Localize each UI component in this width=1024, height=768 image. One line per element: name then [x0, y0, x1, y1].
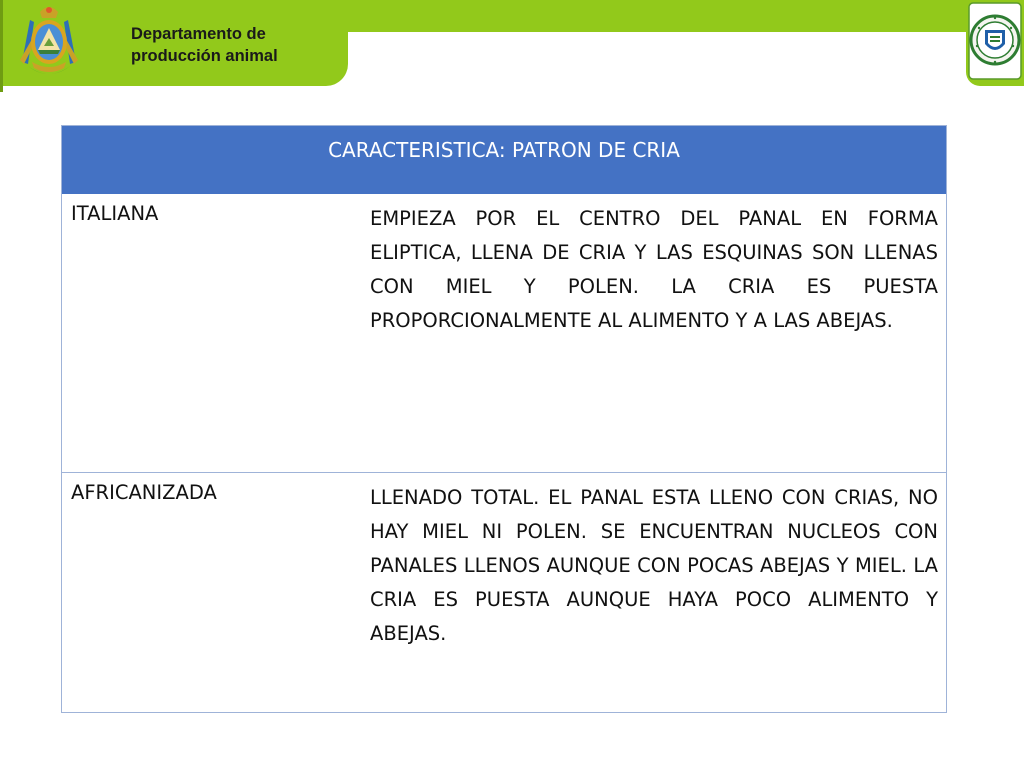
row-description: EMPIEZA POR EL CENTRO DEL PANAL EN FORMA ELIPTICA, LLENA DE CRIA Y LAS ESQUINAS SON LLENAS CON MIEL Y POLEN. LA CRIA ES PUESTA PROPORCIONALMENTE AL ALIMENTO Y A LAS ABEJAS. [370, 207, 938, 332]
row-description: LLENADO TOTAL. EL PANAL ESTA LLENO CON CRIAS, NO HAY MIEL NI POLEN. SE ENCUENTRAN NUCLEOS CON PANALES LLENOS AUNQUE CON POCAS ABEJAS Y MIEL. LA CRIA ES PUESTA AUNQUE HAYA POCO ALIMENTO Y ABEJAS. [370, 486, 938, 645]
table-row-italiana [62, 194, 946, 473]
table-header: CARACTERISTICA: PATRON DE CRIA [62, 126, 946, 194]
header-left-edge [0, 0, 3, 92]
department-title [131, 23, 331, 67]
department-title-line1: Departamento de [131, 25, 266, 43]
department-title-line2: producción animal [131, 47, 278, 65]
row-label: AFRICANIZADA [71, 481, 217, 504]
table-row-africanizada [62, 473, 946, 712]
breeding-pattern-table [61, 125, 947, 713]
row-label: ITALIANA [71, 202, 159, 225]
national-coat-of-arms-icon [16, 2, 82, 78]
university-seal-icon [968, 2, 1022, 80]
